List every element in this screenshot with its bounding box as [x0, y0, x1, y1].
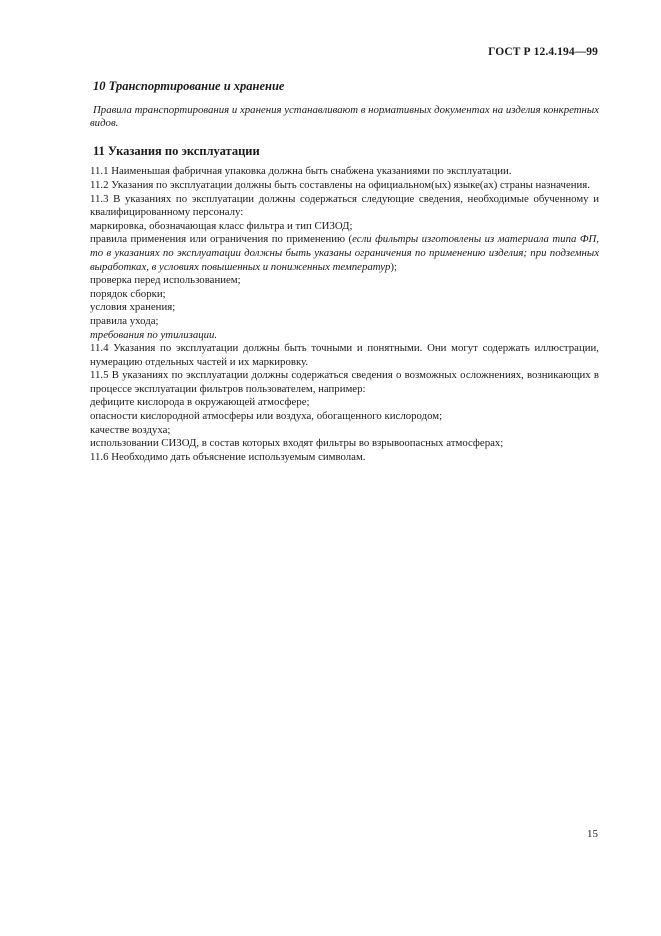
section-11-heading: 11 Указания по эксплуатации: [93, 143, 260, 158]
list-item-storage: условия хранения;: [90, 301, 176, 314]
clause-11-4: 11.4 Указания по эксплуатации должны быть точными и понятными. Они могут содержать иллюстрации, нумерацию отдельных частей и их маркировку.: [90, 342, 599, 368]
list-item-oxygen: дефиците кислорода в окружающей атмосфере;: [90, 396, 310, 409]
page-number: 15: [587, 828, 598, 840]
rules-text-start: правила применения или ограничения по применению (: [90, 233, 353, 246]
rules-text-italic: если фильтры изготовлены из материала типа ФП, то в указаниях по эксплуатации должны быть указаны ограничения по применению изделия; при подземных выработках, в условиях повышенных и пониженных температур: [90, 233, 599, 273]
list-item-air: качестве воздуха;: [90, 423, 171, 436]
section-10-heading: 10 Транспортирование и хранение: [93, 79, 285, 93]
list-item-marking: маркировка, обозначающая класс фильтра и тип СИЗОД;: [90, 219, 353, 232]
section-10-text: Правила транспортирования и хранения устанавливают в нормативных документах на изделия конкретных видов.: [90, 103, 600, 130]
list-item-care: правила ухода;: [90, 314, 159, 327]
clause-11-1: 11.1 Наименьшая фабричная упаковка должна быть снабжена указаниями по эксплуатации.: [90, 165, 512, 178]
standard-header: ГОСТ Р 12.4.194—99: [488, 46, 598, 58]
list-item-danger: опасности кислородной атмосферы или воздуха, обогащенного кислородом;: [90, 410, 443, 423]
document-body: [90, 80, 599, 464]
list-item-disposal: требования по утилизации.: [90, 328, 218, 341]
list-item-check: проверка перед использованием;: [90, 274, 241, 287]
list-item-assembly: порядок сборки;: [90, 287, 166, 300]
list-item-rules: [90, 233, 599, 274]
clause-11-2: 11.2 Указания по эксплуатации должны быть составлены на официальном(ых) языке(ах) страны назначения.: [90, 178, 590, 191]
clause-11-6: 11.6 Необходимо дать объяснение используемым символам.: [90, 450, 366, 463]
rules-text-end: );: [390, 260, 397, 273]
clause-11-5: 11.5 В указаниях по эксплуатации должны содержаться сведения о возможных осложнениях, возникающих в процессе эксплуатации фильтров пользователем, например:: [90, 369, 599, 395]
list-item-explosive: использовании СИЗОД, в состав которых входят фильтры во взрывоопасных атмосферах;: [90, 437, 504, 450]
clause-11-3: 11.3 В указаниях по эксплуатации должны содержаться следующие сведения, необходимые обученному и квалифицированному персоналу:: [90, 192, 599, 219]
